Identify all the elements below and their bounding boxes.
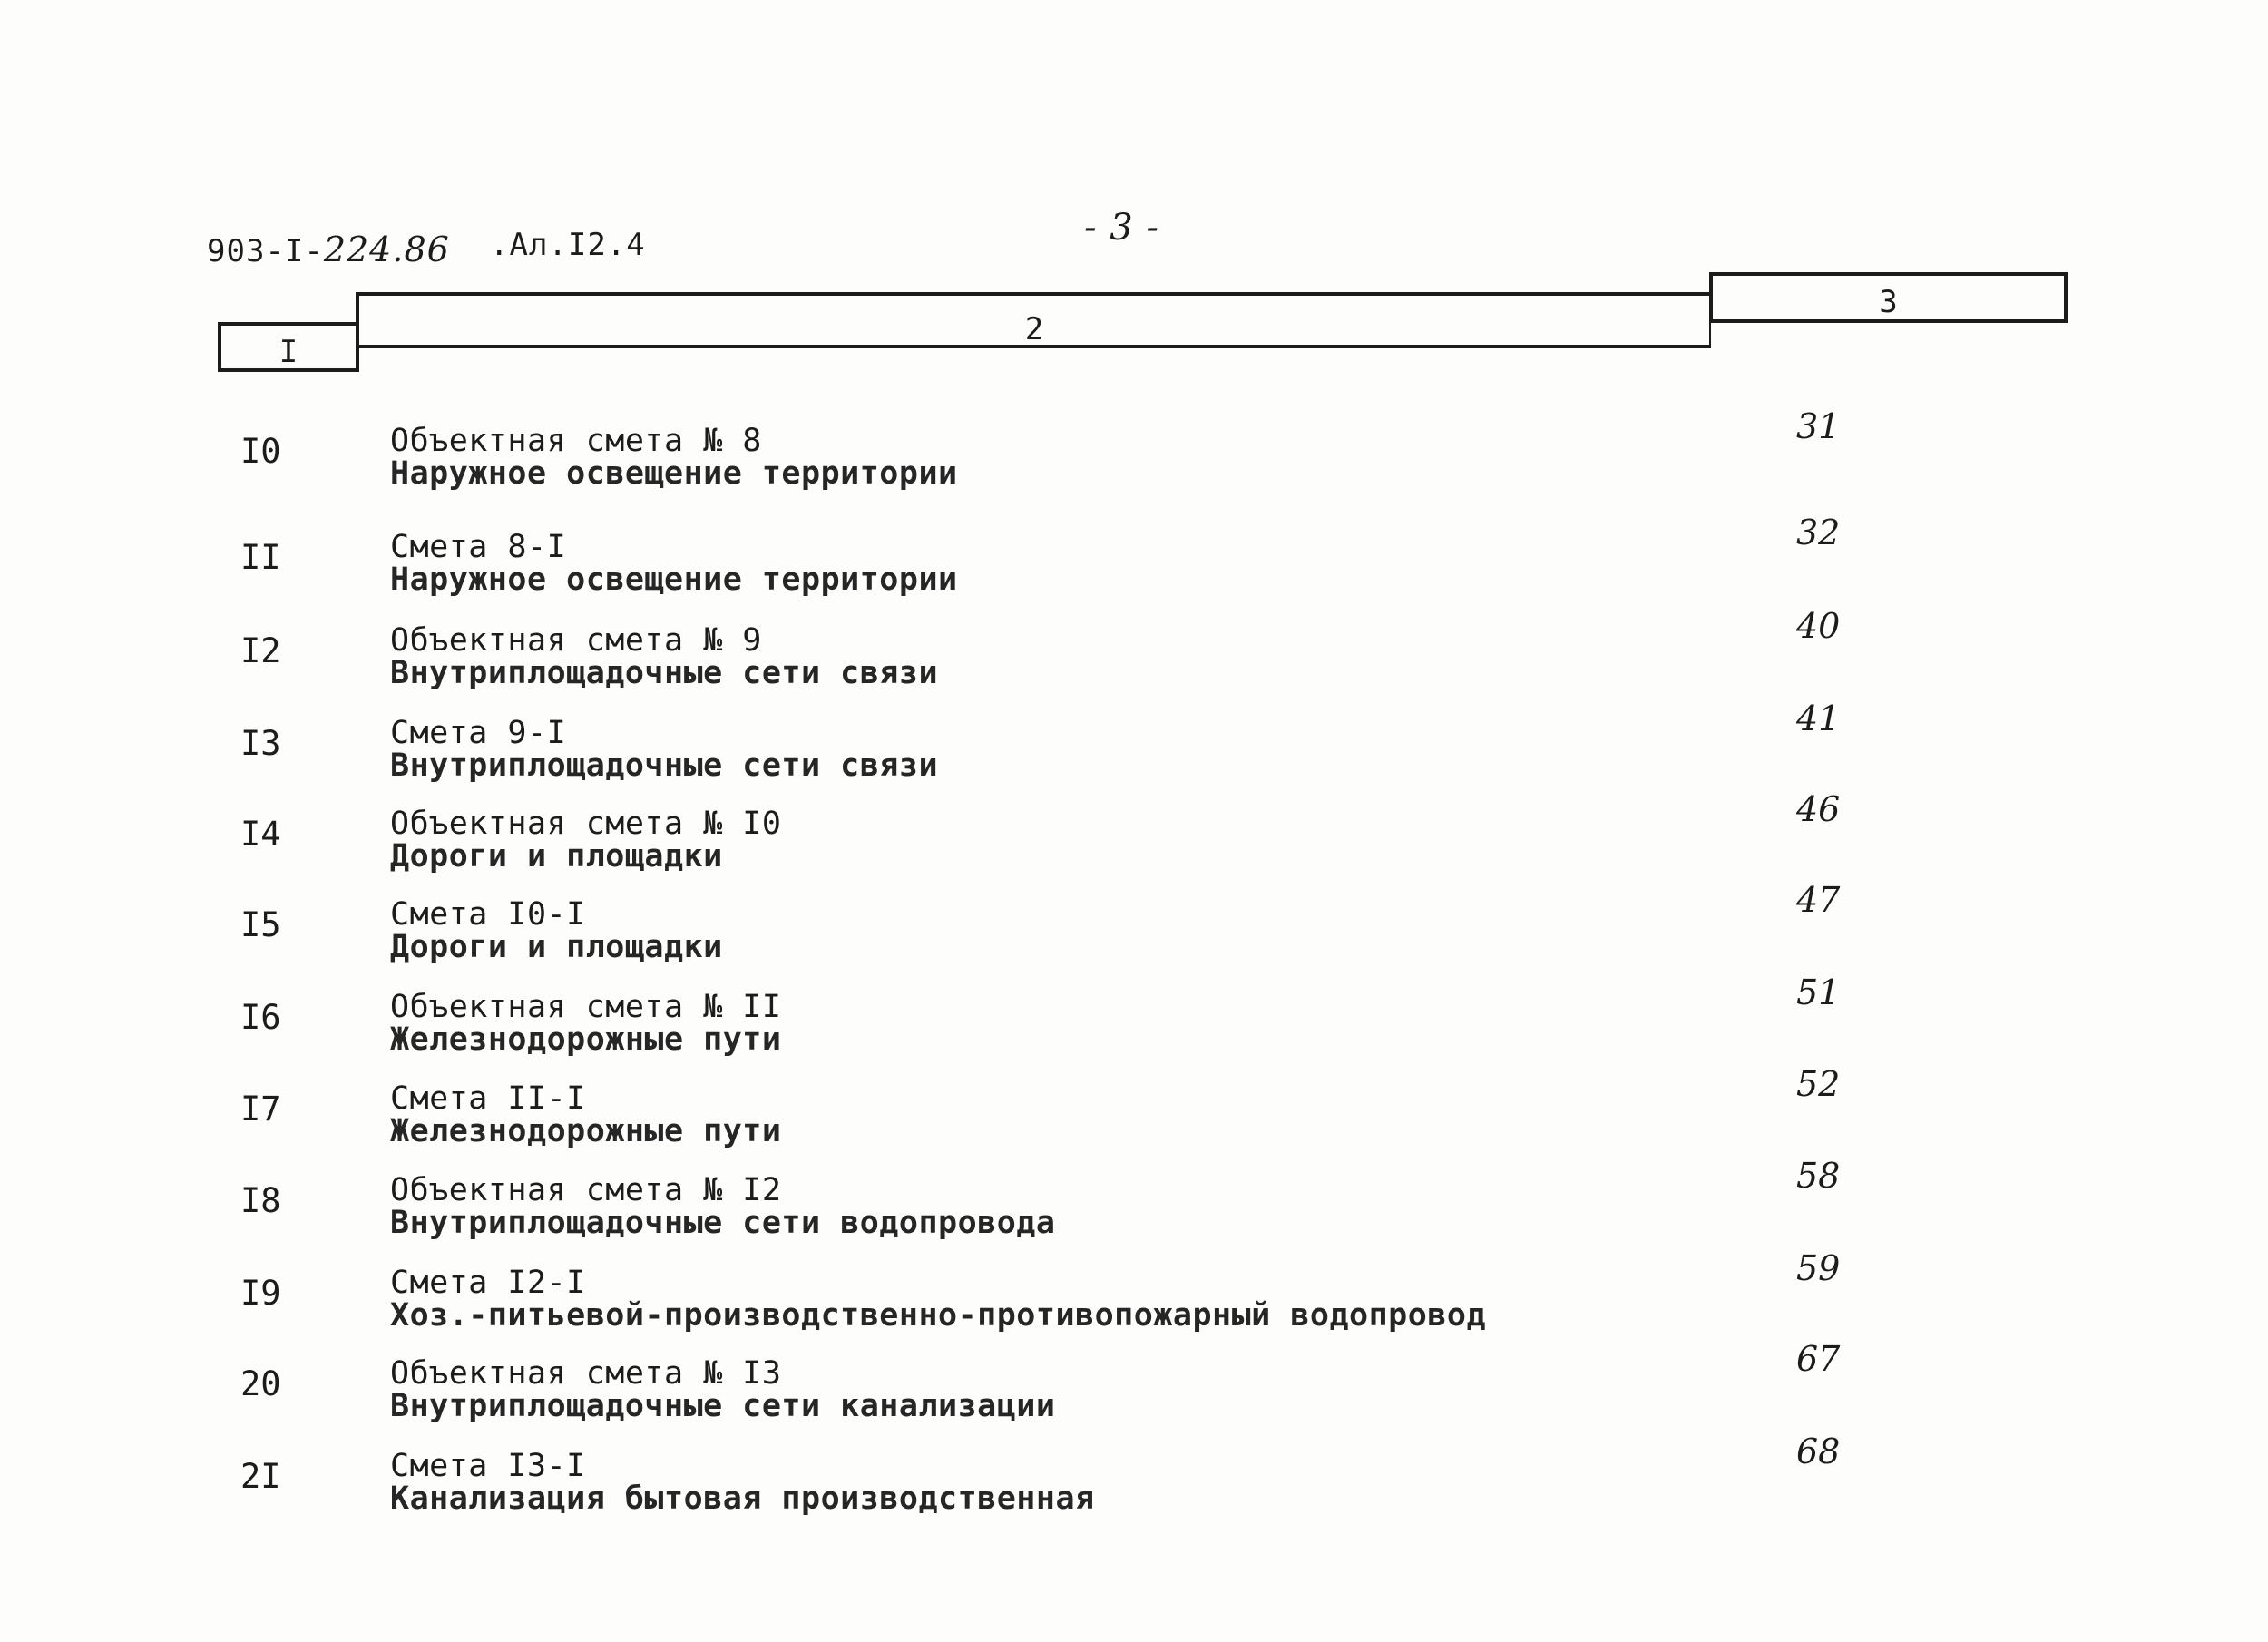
row-description	[390, 1357, 1055, 1422]
column-header-2: 2	[356, 292, 1711, 348]
row-title: Объектная смета № I3	[390, 1355, 782, 1392]
row-number: I2	[240, 631, 281, 670]
document-code-handwritten: 224.86	[323, 230, 450, 269]
table-row	[0, 1064, 2268, 1173]
row-number: I7	[240, 1090, 281, 1129]
row-subtitle: Железнодорожные пути	[390, 1021, 782, 1058]
row-title: Объектная смета № 8	[390, 423, 762, 459]
row-description	[390, 425, 958, 490]
row-page: 46	[1796, 789, 1841, 829]
row-page: 40	[1796, 606, 1841, 646]
row-title: Объектная смета № I2	[390, 1172, 782, 1208]
row-subtitle: Канализация бытовая производственная	[390, 1481, 1095, 1517]
row-subtitle: Наружное освещение территории	[390, 455, 958, 492]
row-subtitle: Дороги и площадки	[390, 929, 723, 965]
row-description	[390, 807, 781, 873]
table-row	[0, 406, 2268, 515]
row-page: 68	[1796, 1432, 1841, 1471]
column-header-3: 3	[1709, 272, 2068, 323]
row-description	[390, 1082, 781, 1148]
row-number: I9	[240, 1274, 281, 1313]
row-number: I8	[240, 1181, 281, 1220]
row-subtitle: Внутриплощадочные сети связи	[390, 655, 939, 691]
table-row	[0, 789, 2268, 898]
table-row	[0, 1248, 2268, 1357]
row-description	[390, 1174, 1055, 1239]
table-row	[0, 972, 2268, 1081]
row-page: 31	[1796, 406, 1841, 446]
row-description	[390, 991, 781, 1056]
row-description	[390, 1450, 1095, 1515]
table-row	[0, 699, 2268, 807]
row-subtitle: Внутриплощадочные сети связи	[390, 748, 939, 784]
row-number: 20	[240, 1364, 281, 1403]
table-row	[0, 606, 2268, 715]
row-description	[390, 531, 958, 596]
table-row	[0, 513, 2268, 621]
row-subtitle: Внутриплощадочные сети канализации	[390, 1388, 1056, 1424]
row-title: Объектная смета № 9	[390, 622, 762, 659]
row-number: I3	[240, 724, 281, 763]
row-description	[390, 1266, 1486, 1332]
row-page: 59	[1796, 1248, 1841, 1288]
row-title: Смета I3-I	[390, 1448, 586, 1484]
row-page: 58	[1796, 1156, 1841, 1196]
row-number: I6	[240, 998, 281, 1037]
row-title: Смета II-I	[390, 1080, 586, 1117]
table-row	[0, 880, 2268, 989]
table-row	[0, 1339, 2268, 1448]
page-number: - 3 -	[1084, 207, 1159, 249]
row-number: I5	[240, 905, 281, 944]
row-subtitle: Железнодорожные пути	[390, 1113, 782, 1149]
table-row	[0, 1432, 2268, 1540]
row-title: Объектная смета № I0	[390, 806, 782, 842]
row-page: 67	[1796, 1339, 1841, 1379]
row-page: 32	[1796, 513, 1841, 552]
row-description	[390, 717, 938, 782]
row-title: Смета 8-I	[390, 529, 567, 565]
row-subtitle: Наружное освещение территории	[390, 562, 958, 598]
table-row	[0, 1156, 2268, 1265]
row-number: I0	[240, 432, 281, 471]
row-page: 47	[1796, 880, 1841, 920]
document-code-printed: 903-I-	[207, 233, 324, 269]
row-title: Смета I2-I	[390, 1265, 586, 1301]
row-title: Смета I0-I	[390, 896, 586, 933]
column-header-1: I	[218, 322, 359, 372]
row-number: 2I	[240, 1457, 281, 1496]
row-title: Смета 9-I	[390, 715, 567, 751]
row-subtitle: Внутриплощадочные сети водопровода	[390, 1205, 1056, 1241]
row-description	[390, 898, 723, 963]
row-page: 52	[1796, 1064, 1841, 1104]
row-page: 41	[1796, 699, 1841, 738]
row-number: I4	[240, 815, 281, 854]
row-description	[390, 624, 938, 689]
row-page: 51	[1796, 972, 1841, 1012]
album-reference: .Ал.I2.4	[490, 227, 646, 263]
row-subtitle: Хоз.-питьевой-производственно-противопожарный водопровод	[390, 1297, 1487, 1334]
row-number: II	[240, 538, 281, 577]
row-title: Объектная смета № II	[390, 989, 782, 1025]
document-code	[207, 230, 450, 269]
row-subtitle: Дороги и площадки	[390, 838, 723, 875]
